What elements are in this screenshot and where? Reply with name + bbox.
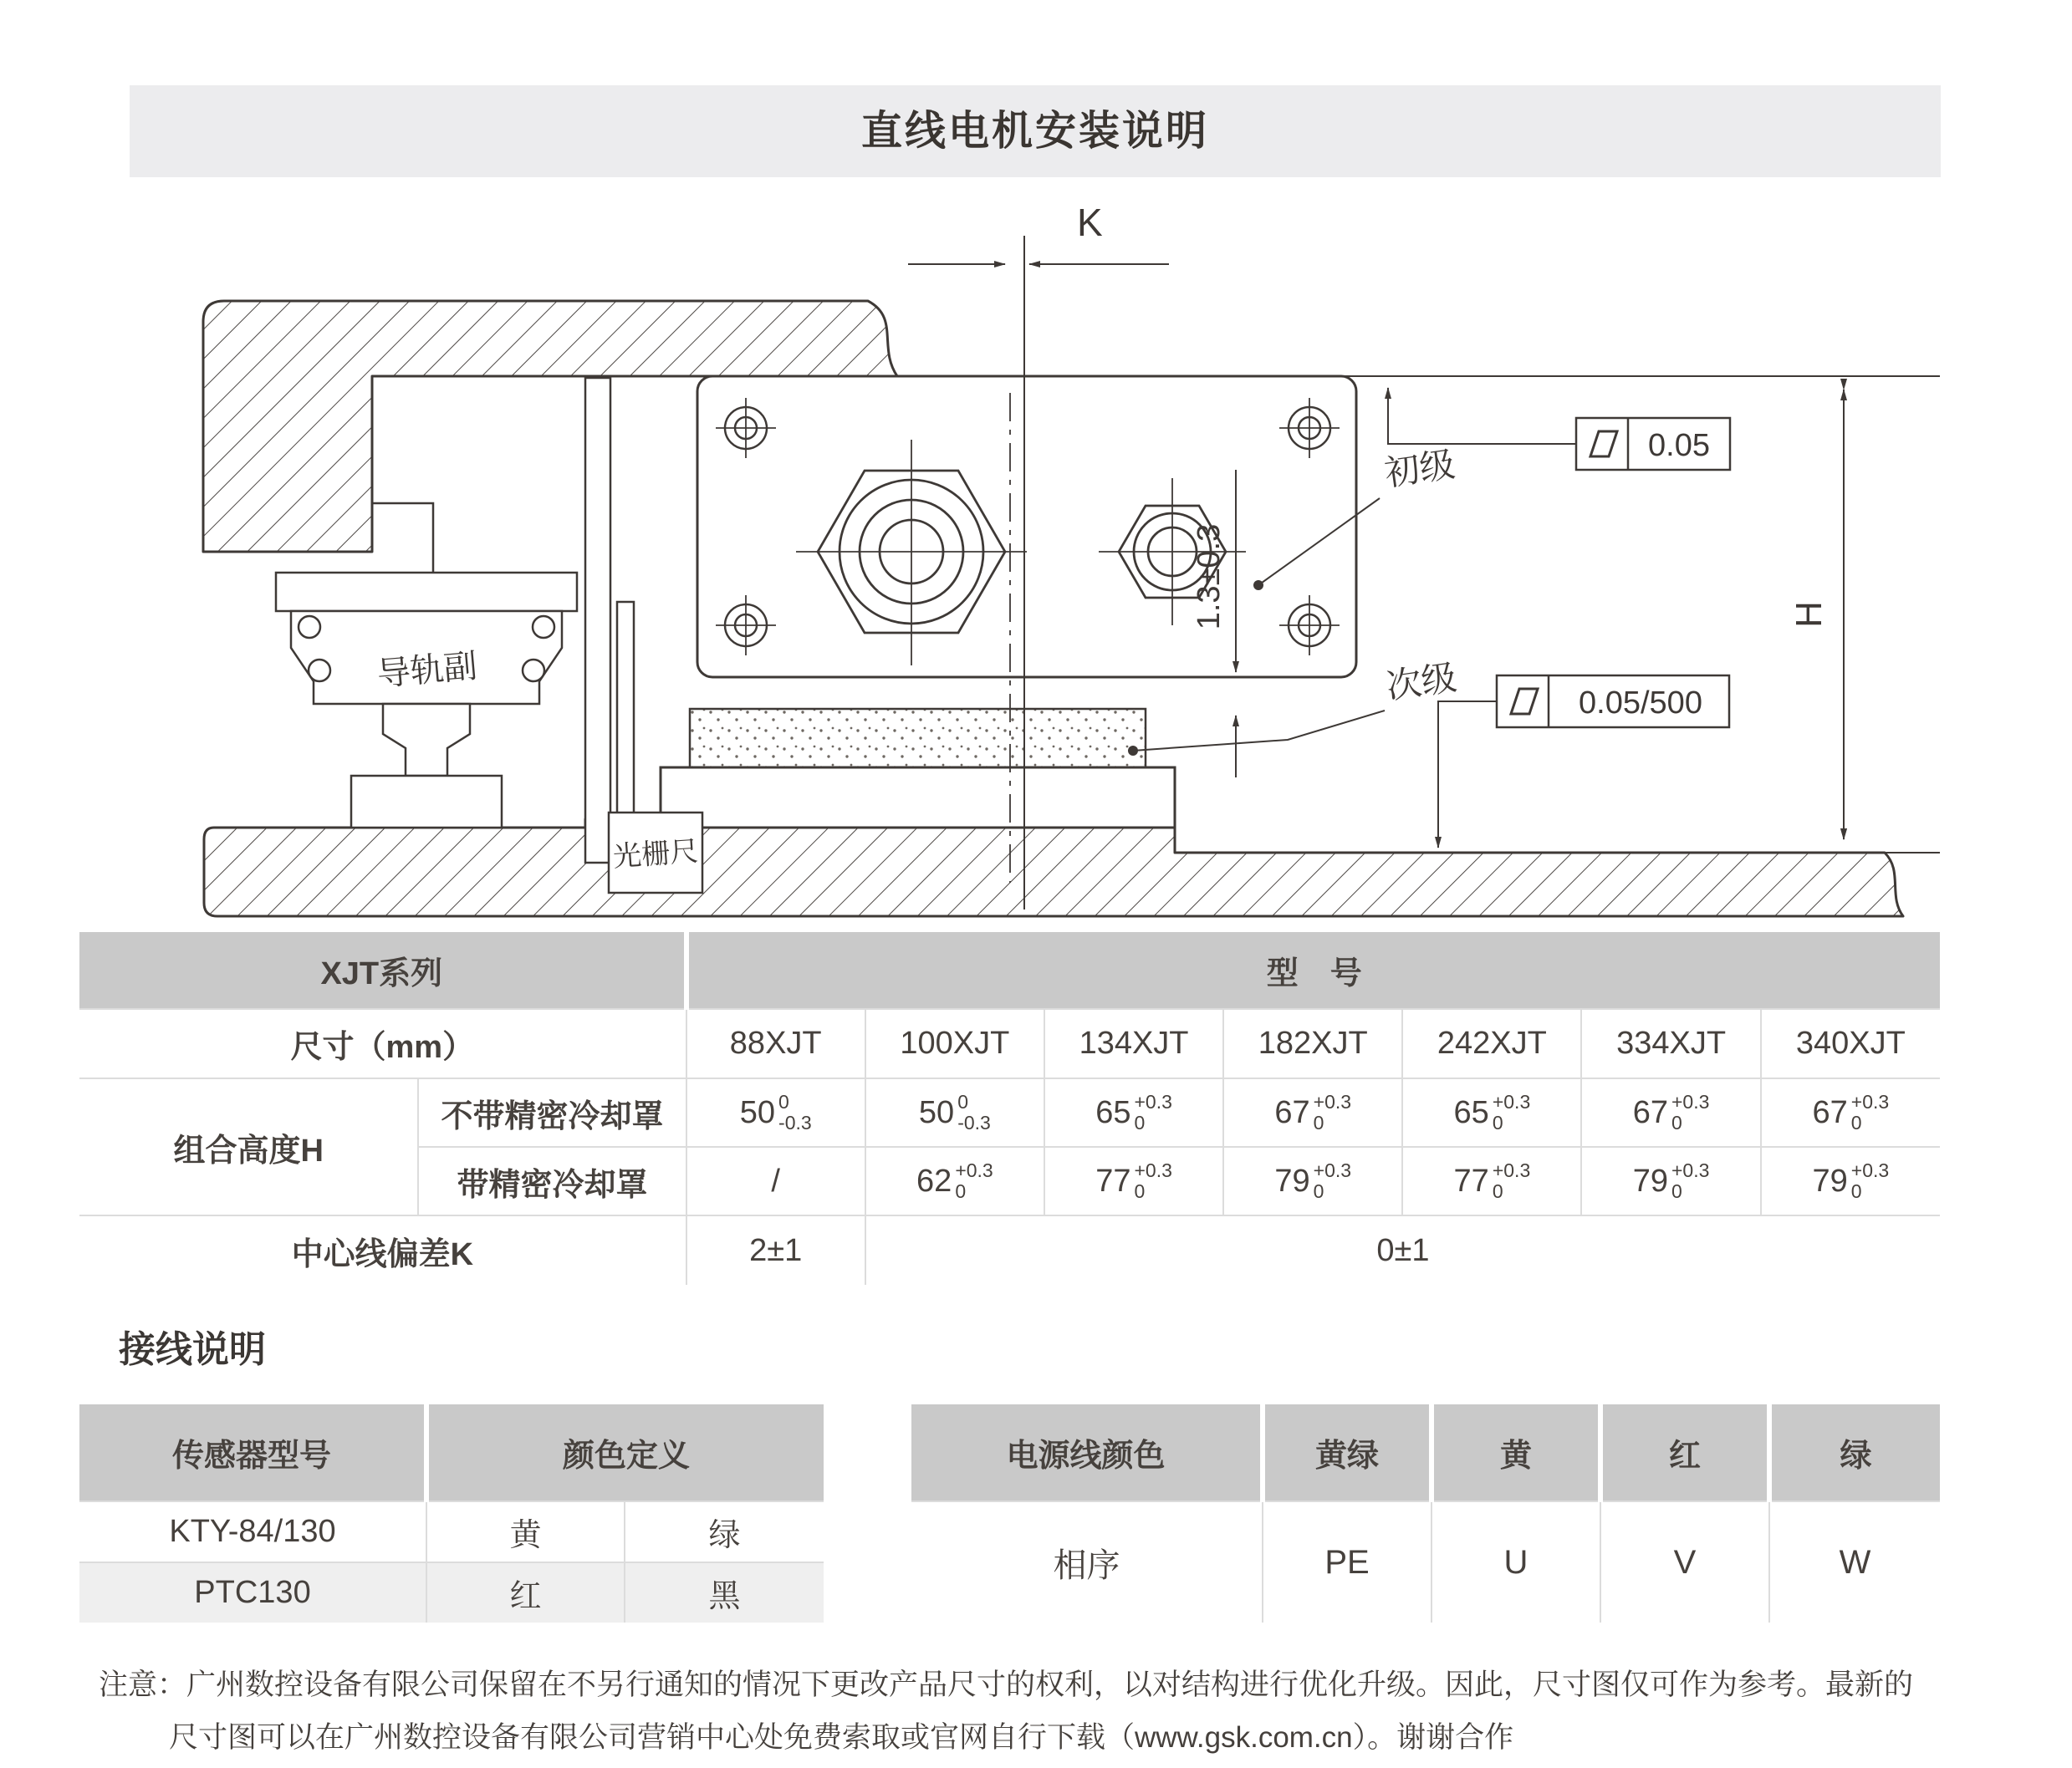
- height-value: 67 +0.3 0: [1581, 1078, 1760, 1147]
- installation-diagram: [192, 192, 1948, 932]
- sensor-table: [79, 1404, 824, 1623]
- model-header-88XJT: 88XJT: [686, 1009, 865, 1078]
- offset-rest-value: 0±1: [865, 1215, 1940, 1285]
- flatness-frame-bottom: [1438, 675, 1729, 848]
- power-header-2: 黄: [1432, 1404, 1600, 1501]
- rail-base: [351, 776, 502, 828]
- rail-label: 导轨副: [375, 647, 479, 694]
- rail-clamp-step: [372, 503, 433, 573]
- height-value: 50 0 -0.3: [865, 1078, 1044, 1147]
- height-value: 50 0 -0.3: [686, 1078, 865, 1147]
- title-bar: [130, 85, 1941, 177]
- h-dimension: [1789, 390, 1844, 839]
- model-header-134XJT: 134XJT: [1044, 1009, 1223, 1078]
- sensor-model: KTY-84/130: [79, 1501, 426, 1562]
- height-row-label: 不带精密冷却罩: [418, 1078, 686, 1147]
- sensor-model: PTC130: [79, 1562, 426, 1623]
- sensor-header-row: [79, 1404, 824, 1501]
- height-value: 77 +0.3 0: [1044, 1147, 1223, 1215]
- flatness-bottom-value: 0.05/500: [1579, 685, 1702, 721]
- height-value: 65 +0.3 0: [1402, 1078, 1581, 1147]
- scale-label: 光栅尺: [611, 835, 700, 874]
- height-value: 67 +0.3 0: [1761, 1078, 1940, 1147]
- power-table: [911, 1404, 1940, 1623]
- height-value: 79 +0.3 0: [1761, 1147, 1940, 1215]
- spec-series-header: XJT系列: [79, 932, 686, 1009]
- model-header-182XJT: 182XJT: [1223, 1009, 1402, 1078]
- power-value-1: PE: [1263, 1501, 1432, 1623]
- footer-note: [99, 1658, 2001, 1764]
- wiring-heading: 接线说明: [119, 1329, 266, 1370]
- power-header-0: 电源线颜色: [911, 1404, 1263, 1501]
- sensor-row-KTY-84/130: [79, 1501, 824, 1562]
- motor-primary-block: [697, 376, 1356, 677]
- size-row-label: 尺寸（mm）: [79, 1009, 686, 1078]
- offset-first-value: 2±1: [686, 1215, 865, 1285]
- height-value: 65 +0.3 0: [1044, 1078, 1223, 1147]
- scale-label-box: [609, 813, 702, 893]
- page-title: 直线电机安装说明: [860, 109, 1209, 154]
- height-value: 79 +0.3 0: [1223, 1147, 1402, 1215]
- offset-row-label: 中心线偏差K: [79, 1215, 686, 1285]
- sensor-row-PTC130: [79, 1562, 824, 1623]
- height-value: 62 +0.3 0: [865, 1147, 1044, 1215]
- flatness-top-value: 0.05: [1648, 428, 1710, 463]
- secondary-magnet: [690, 709, 1146, 767]
- height-row-label: 带精密冷却罩: [418, 1147, 686, 1215]
- secondary-base-plate: [661, 767, 1175, 828]
- model-header-340XJT: 340XJT: [1761, 1009, 1940, 1078]
- scale-bracket: [585, 378, 634, 863]
- height-value: 67 +0.3 0: [1223, 1078, 1402, 1147]
- height-group-label: 组合高度H: [79, 1078, 418, 1215]
- height-value: 77 +0.3 0: [1402, 1147, 1581, 1215]
- spec-model-header: 型 号: [686, 932, 1940, 1009]
- power-header-row: [911, 1404, 1940, 1501]
- note-line-1: 注意：广州数控设备有限公司保留在不另行通知的情况下更改产品尺寸的权利，以对结构进行优化升级。因此，尺寸图仅可作为参考。最新的: [99, 1669, 1914, 1701]
- power-value-3: V: [1600, 1501, 1769, 1623]
- h-dim-label: H: [1789, 601, 1830, 628]
- sensor-color-header: 颜色定义: [426, 1404, 824, 1501]
- sensor-color: 绿: [625, 1501, 824, 1562]
- sensor-color: 黑: [625, 1562, 824, 1623]
- model-header-100XJT: 100XJT: [865, 1009, 1044, 1078]
- height-row-0: [79, 1078, 1940, 1147]
- spec-size-row: [79, 1009, 1940, 1078]
- sensor-color: 红: [426, 1562, 625, 1623]
- model-header-242XJT: 242XJT: [1402, 1009, 1581, 1078]
- sensor-model-header: 传感器型号: [79, 1404, 426, 1501]
- gap-dim-label: 1.3±0.3: [1192, 523, 1227, 630]
- k-dim-label: K: [1077, 201, 1103, 244]
- power-value-4: W: [1769, 1501, 1940, 1623]
- power-value-2: U: [1432, 1501, 1600, 1623]
- power-header-4: 绿: [1769, 1404, 1940, 1501]
- carriage-top-plate: [276, 573, 577, 611]
- height-value: /: [686, 1147, 865, 1215]
- power-header-1: 黄绿: [1263, 1404, 1432, 1501]
- sensor-color: 黄: [426, 1501, 625, 1562]
- power-value-0: 相序: [911, 1501, 1263, 1623]
- model-header-334XJT: 334XJT: [1581, 1009, 1760, 1078]
- spec-offset-row: [79, 1215, 1940, 1285]
- power-body-row: [911, 1501, 1940, 1623]
- power-header-3: 红: [1600, 1404, 1769, 1501]
- spec-table: [79, 932, 1940, 1285]
- rail-profile: [383, 704, 470, 776]
- height-value: 79 +0.3 0: [1581, 1147, 1760, 1215]
- machine-bed-section: [204, 819, 1903, 916]
- primary-label: 初级: [1382, 444, 1457, 493]
- spec-header-row: [79, 932, 1940, 1009]
- note-line-2: 尺寸图可以在广州数控设备有限公司营销中心处免费索取或官网自行下载（www.gsk.com.cn）。谢谢合作: [169, 1721, 1514, 1754]
- secondary-label: 次级: [1384, 657, 1459, 706]
